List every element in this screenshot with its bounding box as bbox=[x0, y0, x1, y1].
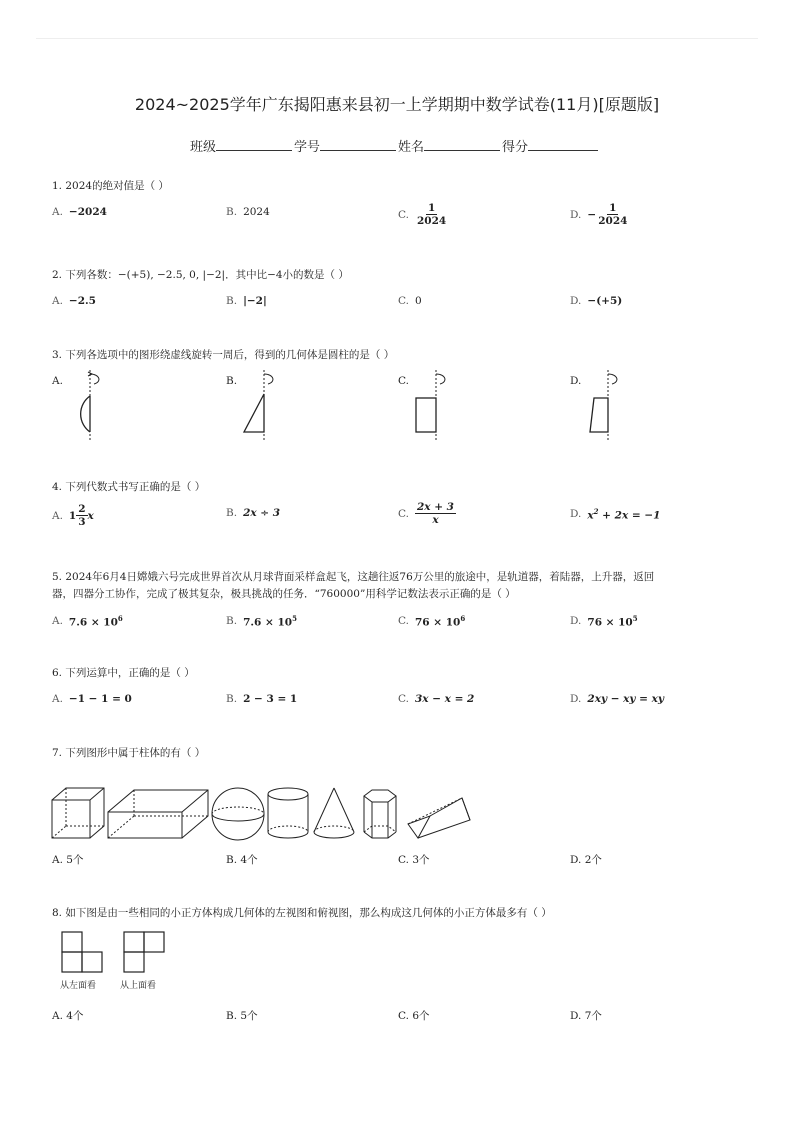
q8-option-d[interactable]: D. 7个 bbox=[570, 1010, 602, 1022]
q6-option-b-label: B. bbox=[226, 693, 238, 705]
q8-option-a[interactable]: A. 4个 bbox=[52, 1010, 84, 1022]
q3-figure-a-semicircle bbox=[62, 368, 112, 442]
q2-option-c-label: C. bbox=[398, 295, 409, 307]
q5-c-base: 76 × 10 bbox=[415, 616, 461, 629]
student-id-blank[interactable] bbox=[320, 136, 396, 151]
q1-option-d-fraction bbox=[596, 202, 629, 227]
question-3-stem: 3. 下列各选项中的图形绕虚线旋转一周后，得到的几何体是圆柱的是（ ） bbox=[52, 349, 395, 361]
q1-option-a-label: A. bbox=[52, 206, 63, 218]
page-title: 2024~2025学年广东揭阳惠来县初一上学期期中数学试卷(11月)[原题版] bbox=[134, 95, 660, 114]
q2-option-d-value: −(+5) bbox=[587, 295, 623, 307]
q6-option-d-value: 2xy − xy = xy bbox=[587, 693, 664, 705]
header-divider bbox=[36, 38, 758, 39]
q6-option-a-value: −1 − 1 = 0 bbox=[68, 693, 132, 705]
q6-option-c[interactable] bbox=[398, 693, 474, 705]
q7-option-a[interactable]: A. 5个 bbox=[52, 854, 84, 866]
q4-option-c-label: C. bbox=[398, 507, 409, 520]
class-blank[interactable] bbox=[216, 136, 292, 151]
q6-option-c-label: C. bbox=[398, 693, 409, 705]
q5-option-d[interactable] bbox=[570, 614, 638, 629]
q5-option-a-value bbox=[69, 614, 123, 629]
q2-option-b[interactable] bbox=[226, 295, 267, 307]
question-6-stem: 6. 下列运算中，正确的是（ ） bbox=[52, 667, 195, 679]
q2-option-b-value: |−2| bbox=[243, 295, 267, 307]
q5-c-exponent: 6 bbox=[460, 614, 466, 623]
q3-option-c-label[interactable]: C. bbox=[398, 375, 409, 387]
q8-top-view-figure bbox=[122, 930, 166, 974]
q1-option-c[interactable] bbox=[398, 202, 448, 227]
hexagonal-prism-icon bbox=[364, 790, 396, 838]
q3-figure-d-trapezoid bbox=[580, 368, 630, 442]
question-2-stem: 2. 下列各数：−(+5), −2.5, 0, |−2|．其中比−4小的数是（ ） bbox=[52, 269, 349, 281]
q4-option-b[interactable] bbox=[226, 507, 280, 519]
q5-option-a-label: A. bbox=[52, 615, 63, 628]
q4-d-base: x bbox=[587, 509, 594, 522]
q8-left-view-figure bbox=[60, 930, 104, 974]
q4-a-whole: 1 bbox=[68, 509, 77, 522]
q5-option-c-label: C. bbox=[398, 615, 409, 628]
class-label: 班级 bbox=[190, 140, 217, 155]
q5-a-base: 7.6 × 10 bbox=[68, 616, 118, 629]
q7-option-d[interactable]: D. 2个 bbox=[570, 854, 602, 866]
q1-c-numerator: 1 bbox=[427, 202, 436, 214]
q4-a-fraction bbox=[76, 503, 87, 528]
question-5-line-1: 5. 2024年6月4日嫦娥六号完成世界首次从月球背面采样盒起飞，这趟往返76万公里的旅途中，是轨道器，着陆器，上升器，返回 bbox=[52, 571, 655, 583]
q5-option-d-label: D. bbox=[570, 615, 582, 628]
question-4-stem: 4. 下列代数式书写正确的是（ ） bbox=[52, 481, 206, 493]
q4-c-denominator: x bbox=[432, 514, 439, 526]
q2-option-a-value: −2.5 bbox=[68, 295, 96, 307]
q4-a-denominator: 3 bbox=[78, 516, 86, 528]
question-1-stem: 1. 2024的绝对值是（ ） bbox=[52, 180, 169, 192]
q4-c-numerator: 2x + 3 bbox=[417, 501, 454, 513]
q4-option-a[interactable] bbox=[52, 503, 94, 528]
q4-option-a-label: A. bbox=[52, 509, 63, 522]
cylinder-icon bbox=[268, 788, 308, 838]
sphere-icon bbox=[212, 788, 264, 840]
question-7-stem: 7. 下列图形中属于柱体的有（ ） bbox=[52, 747, 206, 759]
cuboid-icon bbox=[108, 790, 208, 838]
q3-option-d-label[interactable]: D. bbox=[570, 375, 582, 387]
q1-option-c-label: C. bbox=[398, 208, 409, 221]
q5-option-b[interactable] bbox=[226, 614, 297, 629]
q3-option-a-label[interactable]: A. bbox=[52, 375, 63, 387]
cube-icon bbox=[52, 788, 104, 838]
q1-option-a-value: −2024 bbox=[68, 206, 107, 218]
q7-solids-figure bbox=[50, 786, 472, 842]
q2-option-d-label: D. bbox=[570, 295, 582, 307]
q1-c-denominator: 2024 bbox=[417, 215, 447, 227]
q8-option-b[interactable]: B. 5个 bbox=[226, 1010, 258, 1022]
name-label: 姓名 bbox=[398, 140, 425, 155]
q8-option-c[interactable]: C. 6个 bbox=[398, 1010, 430, 1022]
question-8-stem: 8. 如下图是由一些相同的小正方体构成几何体的左视图和俯视图，那么构成这几何体的小正方体最多有（ ） bbox=[52, 907, 552, 919]
student-id-label: 学号 bbox=[294, 140, 321, 155]
q2-option-a-label: A. bbox=[52, 295, 63, 307]
q4-a-mixed-number bbox=[69, 503, 94, 528]
q2-option-c-value: 0 bbox=[415, 295, 422, 307]
q4-option-c-fraction bbox=[415, 501, 456, 526]
student-info-row bbox=[190, 136, 600, 155]
q1-option-d-label: D. bbox=[570, 208, 582, 221]
q4-d-exponent: 2 bbox=[593, 507, 599, 516]
q5-option-a[interactable] bbox=[52, 614, 123, 629]
name-blank[interactable] bbox=[424, 136, 500, 151]
q5-option-c-value bbox=[415, 614, 465, 629]
q1-option-d[interactable] bbox=[570, 202, 629, 227]
triangular-prism-icon bbox=[408, 798, 470, 838]
question-5-line-2: 器，四器分工协作，完成了极其复杂，极具挑战的任务．“760000”用科学记数法表示正确的是（ ） bbox=[52, 588, 516, 600]
q1-d-numerator: 1 bbox=[609, 202, 617, 214]
q3-figure-c-rectangle bbox=[408, 368, 458, 442]
q4-option-c[interactable] bbox=[398, 501, 456, 526]
q1-option-a[interactable] bbox=[52, 206, 107, 218]
q5-option-b-label: B. bbox=[226, 615, 238, 628]
q5-b-exponent: 5 bbox=[292, 614, 297, 623]
q5-a-exponent: 6 bbox=[117, 614, 123, 623]
q6-option-b-value: 2 − 3 = 1 bbox=[243, 693, 298, 705]
q6-option-a-label: A. bbox=[52, 693, 63, 705]
q6-option-d[interactable] bbox=[570, 693, 664, 705]
q2-option-d[interactable] bbox=[570, 295, 622, 307]
q4-option-b-label: B. bbox=[226, 507, 238, 519]
q1-option-b-label: B. bbox=[226, 206, 238, 218]
q5-option-d-value bbox=[587, 614, 637, 629]
q4-a-variable: x bbox=[87, 509, 94, 522]
q6-option-c-value: 3x − x = 2 bbox=[415, 693, 475, 705]
cone-icon bbox=[314, 788, 354, 838]
q6-option-d-label: D. bbox=[570, 693, 582, 705]
q5-d-base: 76 × 10 bbox=[587, 616, 633, 629]
q4-d-rest: + 2x = −1 bbox=[598, 509, 661, 522]
q1-d-denominator: 2024 bbox=[598, 215, 628, 227]
q1-option-c-fraction bbox=[415, 202, 448, 227]
q4-option-d-value bbox=[587, 507, 660, 522]
q4-option-d-label: D. bbox=[570, 508, 582, 521]
q8-top-view-caption: 从上面看 bbox=[120, 981, 157, 991]
q7-option-b[interactable]: B. 4个 bbox=[226, 854, 258, 866]
q1-option-b-value: 2024 bbox=[243, 206, 270, 218]
q8-left-view-caption: 从左面看 bbox=[60, 981, 97, 991]
q5-b-base: 7.6 × 10 bbox=[243, 616, 293, 629]
q5-option-b-value bbox=[243, 614, 297, 629]
q5-d-exponent: 5 bbox=[632, 614, 638, 623]
q4-option-b-value: 2x ÷ 3 bbox=[243, 507, 281, 519]
q7-option-c[interactable]: C. 3个 bbox=[398, 854, 430, 866]
q1-option-b[interactable] bbox=[226, 206, 270, 218]
q2-option-a[interactable] bbox=[52, 295, 96, 307]
q3-figure-b-triangle bbox=[236, 368, 286, 442]
q2-option-c[interactable] bbox=[398, 295, 422, 307]
score-blank[interactable] bbox=[528, 136, 598, 151]
q4-option-d[interactable] bbox=[570, 507, 660, 522]
q6-option-a[interactable] bbox=[52, 693, 132, 705]
score-label: 得分 bbox=[502, 140, 529, 155]
q3-option-b-label[interactable]: B. bbox=[226, 375, 238, 387]
q6-option-b[interactable] bbox=[226, 693, 297, 705]
q4-a-numerator: 2 bbox=[78, 503, 86, 515]
q1-d-sign: − bbox=[587, 208, 597, 221]
q2-option-b-label: B. bbox=[226, 295, 238, 307]
q5-option-c[interactable] bbox=[398, 614, 465, 629]
